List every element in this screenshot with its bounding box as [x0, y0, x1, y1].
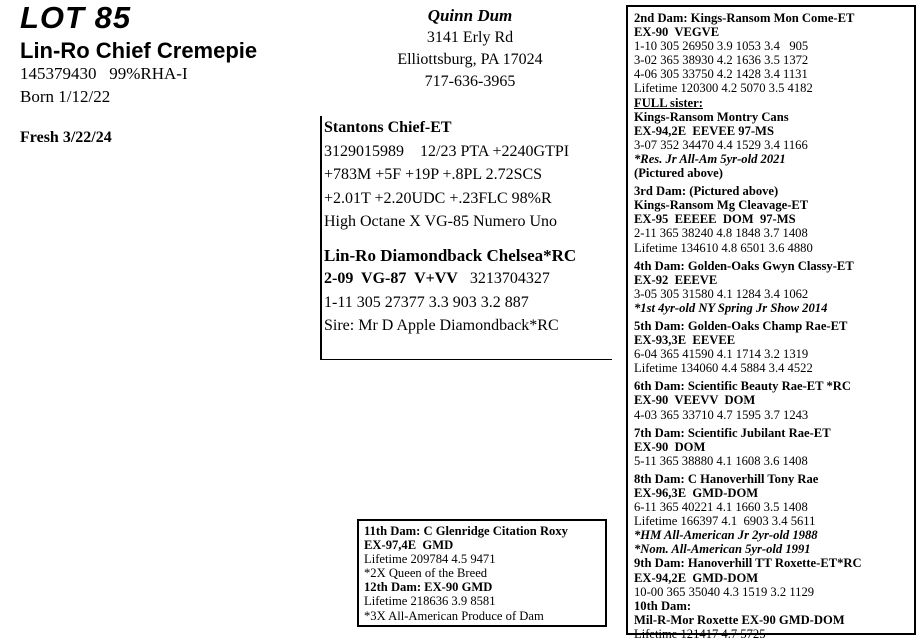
full-sister-label: FULL sister:	[634, 95, 703, 110]
sire-line-4: High Octane X VG-85 Numero Uno	[324, 213, 557, 230]
d2-record-2: 3-02 365 38930 4.2 1636 3.5 1372	[634, 53, 809, 68]
d10-name: Mil-R-Mor Roxette EX-90 GMD-DOM	[634, 612, 845, 627]
d3-name: Kings-Ransom Mg Cleavage-ET	[634, 198, 809, 213]
sire-dam-block	[320, 116, 612, 360]
full-sister-record: 3-07 352 34470 4.4 1529 3.4 1166	[634, 137, 808, 152]
d6-record-1: 4-03 365 33710 4.7 1595 3.7 1243	[634, 407, 809, 422]
d11-class: EX-97,4E GMD	[364, 538, 454, 553]
d6-title: 6th Dam: Scientific Beauty Rae-ET *RC	[634, 379, 851, 394]
d2-class: EX-90 VEGVE	[634, 25, 720, 40]
d9-class: EX-94,2E GMD-DOM	[634, 570, 759, 585]
d8-note-2: *Nom. All-American 5yr-old 1991	[634, 542, 811, 557]
d5-class: EX-93,3E EEVEE	[634, 333, 736, 348]
d12-title: 12th Dam: EX-90 GMD	[364, 580, 493, 595]
d2-title: 2nd Dam: Kings-Ransom Mon Come-ET	[634, 11, 855, 25]
d5-title: 5th Dam: Golden-Oaks Champ Rae-ET	[634, 318, 848, 333]
d11-title: 11th Dam: C Glenridge Citation Roxy	[364, 524, 568, 538]
d4-class: EX-92 EEEVE	[634, 272, 718, 287]
d3-record-1: 2-11 365 38240 4.8 1848 3.7 1408	[634, 226, 808, 241]
d11-lifetime: Lifetime 209784 4.5 9471	[364, 552, 496, 567]
dam-classification: 2-09 VG-87 V+VV	[324, 270, 458, 287]
lot-number: LOT 85	[20, 0, 132, 35]
sire-line-3: +2.01T +2.20UDC +.23FLC 98%R	[324, 189, 552, 207]
pedigree-box	[626, 5, 916, 641]
d2-record-1: 1-10 305 26950 3.9 1053 3.4 905	[634, 39, 809, 54]
d8-lifetime: Lifetime 166397 4.1 6903 3.4 5611	[634, 514, 816, 529]
dam-reg: 3213704327	[469, 270, 550, 287]
d3-class: EX-95 EEEEE DOM 97-MS	[634, 212, 796, 227]
d2-lifetime: Lifetime 120300 4.2 5070 3.5 4182	[634, 81, 813, 96]
d7-record-1: 5-11 365 38880 4.1 1608 3.6 1408	[634, 453, 808, 468]
d2-record-3: 4-06 305 33750 4.2 1428 3.4 1131	[634, 67, 808, 82]
fresh-date: Fresh 3/22/24	[20, 129, 112, 146]
sire-name: Stantons Chief-ET	[324, 119, 452, 136]
birth-date: Born 1/12/22	[20, 87, 111, 106]
d9-record-1: 10-00 365 35040 4.3 1519 3.2 1129	[634, 584, 815, 599]
d7-class: EX-90 DOM	[634, 439, 706, 454]
animal-name: Lin-Ro Chief Cremepie	[20, 38, 258, 63]
sire-line-1: 3129015989 12/23 PTA +2240GTPI	[324, 142, 570, 160]
registration-info: 145379430 99%RHA-I	[20, 64, 188, 83]
owner-street: 3141 Erly Rd	[426, 29, 514, 46]
d3-title: 3rd Dam: (Pictured above)	[634, 184, 779, 199]
d12-lifetime: Lifetime 218636 3.9 8581	[364, 594, 496, 609]
full-sister-note: *Res. Jr All-Am 5yr-old 2021	[634, 151, 786, 166]
owner-phone: 717-636-3965	[424, 73, 516, 90]
sire-line-2: +783M +5F +19P +.8PL 2.72SCS	[324, 166, 543, 183]
d6-class: EX-90 VEEVV DOM	[634, 393, 756, 408]
d8-note-1: *HM All-American Jr 2yr-old 1988	[634, 528, 818, 543]
full-sister-pictured: (Pictured above)	[634, 166, 723, 181]
d5-lifetime: Lifetime 134060 4.4 5884 3.4 4522	[634, 361, 813, 376]
d9-title: 9th Dam: Hanoverhill TT Roxette-ET*RC	[634, 556, 862, 571]
d11-note: *2X Queen of the Breed	[364, 566, 488, 581]
owner-city: Elliottsburg, PA 17024	[397, 51, 543, 68]
dam-sire: Sire: Mr D Apple Diamondback*RC	[324, 317, 559, 334]
d10-lifetime: Lifetime 121417 4.7 5725	[634, 626, 766, 641]
owner-info	[370, 5, 570, 93]
d8-class: EX-96,3E GMD-DOM	[634, 486, 759, 500]
d5-record-1: 6-04 365 41590 4.1 1714 3.2 1319	[634, 347, 809, 362]
d4-title: 4th Dam: Golden-Oaks Gwyn Classy-ET	[634, 258, 854, 273]
dam-record: 1-11 305 27377 3.3 903 3.2 887	[324, 293, 529, 311]
d8-title: 8th Dam: C Hanoverhill Tony Rae	[634, 471, 819, 486]
owner-name: Quinn Dum	[427, 6, 513, 25]
d4-record-1: 3-05 305 31580 4.1 1284 3.4 1062	[634, 286, 809, 301]
d3-lifetime: Lifetime 134610 4.8 6501 3.6 4880	[634, 240, 813, 255]
dam-name: Lin-Ro Diamondback Chelsea*RC	[324, 245, 577, 265]
d12-note: *3X All-American Produce of Dam	[364, 608, 544, 623]
full-sister-name: Kings-Ransom Montry Cans	[634, 109, 789, 124]
dam-class-line	[324, 267, 576, 291]
extended-pedigree-box	[357, 519, 607, 627]
d7-title: 7th Dam: Scientific Jubilant Rae-ET	[634, 425, 831, 440]
d10-title: 10th Dam:	[634, 598, 692, 613]
d4-note: *1st 4yr-old NY Spring Jr Show 2014	[634, 300, 828, 315]
d8-record-1: 6-11 365 40221 4.1 1660 3.5 1408	[634, 500, 808, 515]
full-sister-class: EX-94,2E EEVEE 97-MS	[634, 123, 774, 138]
